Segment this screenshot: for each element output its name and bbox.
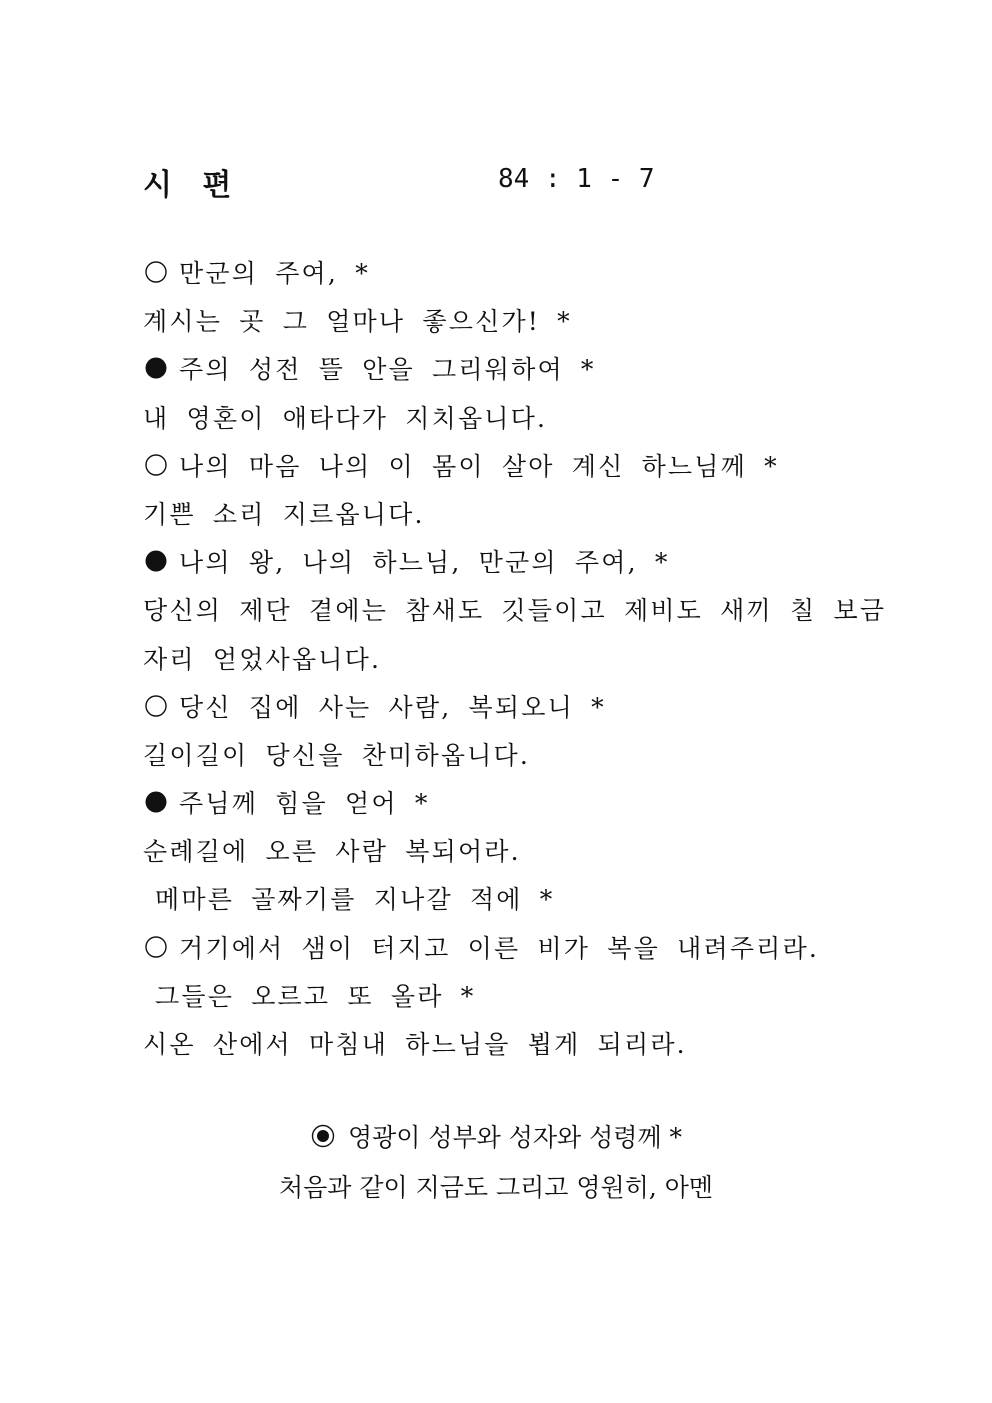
doxology-line-text: 처음과 같이 지금도 그리고 영원히, 아멘 xyxy=(278,1173,714,1202)
verse-line xyxy=(143,876,863,924)
psalm-reference: 84 : 1 - 7 xyxy=(498,164,655,194)
verse-line-text: 나의 왕, 나의 하느님, 만군의 주여, * xyxy=(179,548,670,578)
verse-line-text: 순례길에 오른 사람 복되어라. xyxy=(143,837,521,867)
verse-line-text: 메마른 골짜기를 지나갈 적에 * xyxy=(155,885,555,915)
verse-line xyxy=(143,298,863,346)
verse-line-text: 그들은 오르고 또 올라 * xyxy=(155,981,476,1011)
verse-line-text: 주님께 힘을 얻어 * xyxy=(179,789,430,819)
open-circle-icon xyxy=(143,693,169,719)
verse-line-text: 당신 집에 사는 사람, 복되오니 * xyxy=(179,692,606,722)
page-title: 시 편 xyxy=(143,168,242,203)
open-circle-icon xyxy=(143,259,169,285)
verse-line-text: 내 영혼이 애타다가 지치옵니다. xyxy=(143,403,548,433)
verse-line-text: 나의 마음 나의 이 몸이 살아 계신 하느님께 * xyxy=(179,451,779,481)
psalm-verses xyxy=(143,250,887,1069)
verse-line-text: 자리 얻었사옵니다. xyxy=(143,644,382,674)
verse-line xyxy=(143,1021,863,1069)
verse-line xyxy=(143,828,863,876)
open-circle-icon xyxy=(143,934,169,960)
verse-line xyxy=(143,732,863,780)
verse-line xyxy=(143,491,863,539)
filled-circle-icon xyxy=(143,355,169,381)
verse-line xyxy=(143,780,863,828)
verse-line xyxy=(143,636,863,684)
verse-line xyxy=(143,539,863,587)
doxology-line-text: 영광이 성부와 성자와 성령께 * xyxy=(347,1123,683,1152)
verse-line xyxy=(143,587,887,635)
doxology xyxy=(0,1113,992,1213)
verse-line xyxy=(143,684,863,732)
verse-line xyxy=(143,250,863,298)
circled-dot-icon xyxy=(310,1123,336,1149)
verse-line xyxy=(143,346,863,394)
verse-line xyxy=(143,925,863,973)
verse-line-text: 기쁜 소리 지르옵니다. xyxy=(143,499,425,529)
verse-line xyxy=(143,443,863,491)
verse-line-text: 길이길이 당신을 찬미하옵니다. xyxy=(143,740,530,770)
open-circle-icon xyxy=(143,452,169,478)
doxology-line xyxy=(0,1113,992,1163)
filled-circle-icon xyxy=(143,548,169,574)
filled-circle-icon xyxy=(143,789,169,815)
verse-line xyxy=(143,395,863,443)
doxology-line xyxy=(0,1163,992,1213)
verse-line-text: 주의 성전 뜰 안을 그리워하여 * xyxy=(179,355,596,385)
verse-line-text: 거기에서 샘이 터지고 이른 비가 복을 내려주리라. xyxy=(179,933,820,963)
verse-line-text: 만군의 주여, * xyxy=(179,259,370,288)
verse-line-text: 당신의 제단 곁에는 참새도 깃들이고 제비도 새끼 칠 보금 xyxy=(143,596,887,626)
verse-line-text: 계시는 곳 그 얼마나 좋으신가! * xyxy=(143,307,572,337)
verse-line xyxy=(143,973,863,1021)
verse-line-text: 시온 산에서 마침내 하느님을 뵙게 되리라. xyxy=(143,1030,687,1059)
header xyxy=(143,160,863,204)
